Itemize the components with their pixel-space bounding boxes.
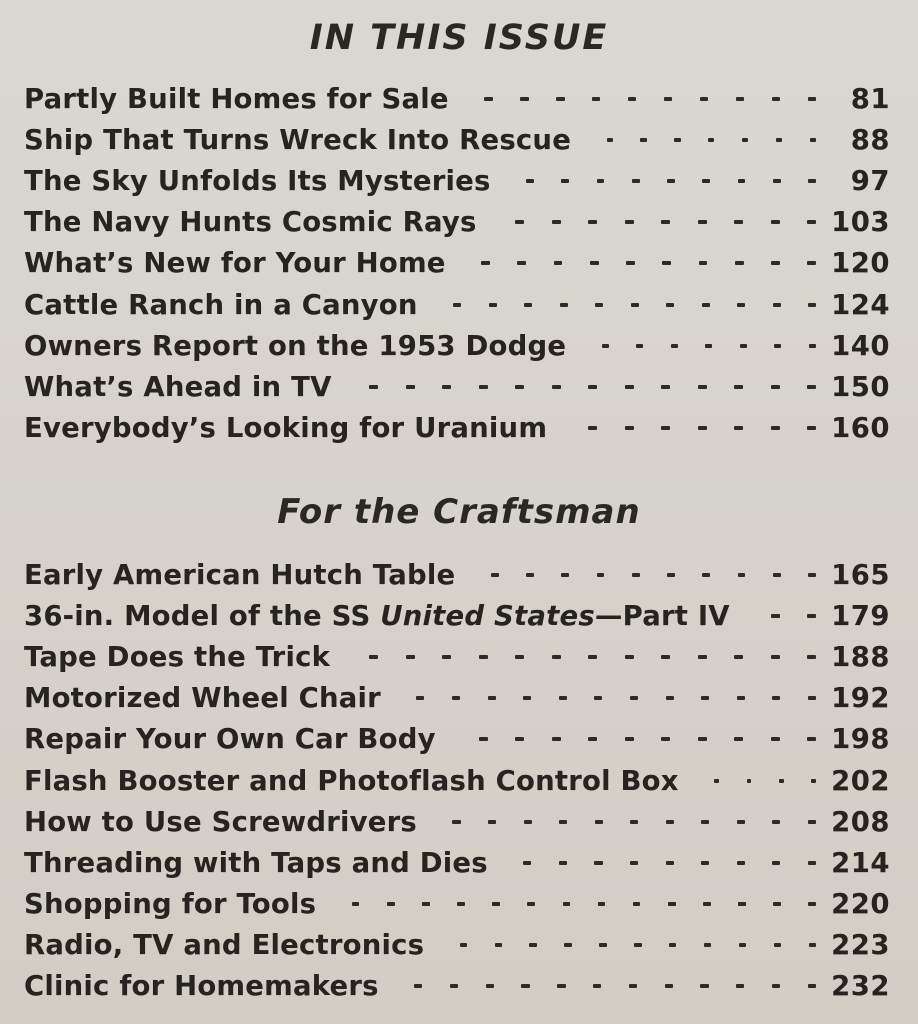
leader-dash [808, 303, 816, 307]
leader-dash [422, 902, 430, 906]
leader-dash [666, 696, 674, 700]
leader-dash [661, 220, 670, 224]
leader-dash [460, 943, 467, 947]
contents-row[interactable] [24, 325, 890, 366]
leader-dash [484, 97, 492, 101]
leader-dash [807, 426, 816, 430]
leader-dash [698, 220, 707, 224]
leader-dash [594, 696, 602, 700]
leader-dash [771, 261, 780, 265]
leader-dash [517, 261, 526, 265]
leader-dash [560, 303, 568, 307]
leader-dash [698, 426, 707, 430]
dot-leader [330, 655, 826, 659]
leader-dash [479, 385, 488, 389]
leader-dash [352, 902, 360, 906]
leader-dash [734, 385, 743, 389]
leader-dash [552, 220, 561, 224]
leader-dash [808, 696, 816, 700]
leader-dash [701, 820, 709, 824]
contents-row[interactable] [24, 408, 890, 449]
leader-dash [668, 902, 676, 906]
dot-leader [491, 179, 826, 183]
leader-dash [807, 614, 816, 618]
leader-dash [703, 902, 711, 906]
page-number: 103 [831, 206, 890, 239]
leader-dash [701, 696, 709, 700]
page-number: 165 [831, 558, 890, 591]
leader-dash [771, 737, 780, 741]
leader-dash [807, 385, 816, 389]
leader-dash [661, 655, 670, 659]
leader-dash [771, 220, 780, 224]
leader-dash [740, 344, 747, 348]
leader-dash [666, 820, 674, 824]
leader-dash [524, 820, 532, 824]
leader-dash [450, 984, 458, 988]
article-title: Early American Hutch Table [24, 558, 456, 591]
leader-dash [772, 984, 780, 988]
article-title: Ship That Turns Wreck Into Rescue [24, 123, 572, 156]
leader-dash [809, 943, 816, 947]
dot-leader [381, 696, 826, 700]
leader-dash [406, 385, 415, 389]
contents-row[interactable] [24, 160, 890, 201]
page-number: 120 [831, 247, 890, 280]
leader-dash [734, 655, 743, 659]
contents-row[interactable] [24, 678, 890, 719]
leader-dash [636, 344, 643, 348]
leader-dash [479, 655, 488, 659]
page-number: 192 [831, 682, 890, 715]
leader-dash [773, 902, 781, 906]
page-number: 124 [831, 288, 890, 321]
leader-dash [406, 655, 415, 659]
dot-leader [571, 138, 826, 142]
leader-dash [661, 385, 670, 389]
dot-leader [566, 344, 826, 348]
leader-dash [559, 820, 567, 824]
page-number: 88 [850, 123, 890, 156]
leader-dash [628, 97, 636, 101]
ship-name: United States [380, 599, 595, 632]
leader-dash [808, 984, 816, 988]
leader-dash [632, 573, 640, 577]
leader-dash [626, 261, 635, 265]
leader-dash [564, 943, 571, 947]
leader-dash [597, 573, 605, 577]
leader-dash [625, 655, 634, 659]
article-title: Repair Your Own Car Body [24, 723, 436, 756]
page-number: 208 [831, 805, 890, 838]
leader-dash [489, 303, 497, 307]
contents-row[interactable] [24, 595, 890, 636]
leader-dash [742, 138, 748, 142]
leader-dash [738, 902, 746, 906]
leader-dash [515, 220, 524, 224]
page-number: 179 [831, 599, 890, 632]
contents-row[interactable] [24, 801, 890, 842]
leader-dash [704, 943, 711, 947]
leader-dash [737, 696, 745, 700]
leader-dash [737, 820, 745, 824]
contents-row[interactable] [24, 966, 890, 1007]
leader-dash [669, 943, 676, 947]
article-title: The Navy Hunts Cosmic Rays [24, 206, 477, 239]
page-number: 198 [831, 723, 890, 756]
leader-dash [811, 779, 816, 783]
leader-dash [523, 696, 531, 700]
dot-leader [488, 861, 826, 865]
leader-dash [563, 902, 571, 906]
leader-dash [593, 984, 601, 988]
article-title: Cattle Ranch in a Canyon [24, 288, 418, 321]
leader-dash [557, 984, 565, 988]
article-title: What’s Ahead in TV [24, 370, 332, 403]
leader-dash [552, 655, 561, 659]
leader-dash [632, 179, 640, 183]
contents-row[interactable] [24, 925, 890, 966]
leader-dash [702, 179, 710, 183]
leader-dash [554, 261, 563, 265]
dot-leader [477, 220, 826, 224]
leader-dash [662, 261, 671, 265]
leader-dash [598, 902, 606, 906]
page-number: 202 [831, 764, 890, 797]
leader-dash [714, 779, 719, 783]
leader-dash [495, 943, 502, 947]
leader-dash [387, 902, 395, 906]
leader-dash [633, 902, 641, 906]
dot-leader [436, 737, 826, 741]
leader-dash [607, 138, 613, 142]
contents-row[interactable] [24, 78, 890, 119]
leader-dash [416, 696, 424, 700]
leader-dash [771, 655, 780, 659]
leader-dash [808, 820, 816, 824]
leader-dash [588, 426, 597, 430]
leader-dash [552, 385, 561, 389]
leader-dash [369, 385, 378, 389]
leader-dash [776, 138, 782, 142]
leader-dash [666, 861, 674, 865]
page-number: 97 [850, 164, 890, 197]
leader-dash [559, 696, 567, 700]
contents-row[interactable] [24, 202, 890, 243]
dot-leader [424, 943, 826, 947]
leader-dash [515, 385, 524, 389]
leader-dash [702, 303, 710, 307]
leader-dash [738, 179, 746, 183]
article-title: Motorized Wheel Chair [24, 682, 381, 715]
leader-dash [486, 984, 494, 988]
leader-dash [808, 902, 816, 906]
page-number: 220 [831, 888, 890, 921]
leader-dash [699, 261, 708, 265]
leader-dash [698, 655, 707, 659]
leader-dash [625, 385, 634, 389]
page-number: 81 [850, 82, 890, 115]
craftsman-heading: For the Craftsman [277, 492, 641, 532]
contents-row[interactable] [24, 243, 890, 284]
leader-dash [772, 696, 780, 700]
leader-dash [452, 820, 460, 824]
leader-dash [590, 261, 599, 265]
leader-dash [665, 984, 673, 988]
leader-dash [631, 303, 639, 307]
leader-dash [807, 220, 816, 224]
leader-dash [736, 97, 744, 101]
leader-dash [773, 573, 781, 577]
page-number: 223 [831, 929, 890, 962]
leader-dash [807, 737, 816, 741]
leader-dash [597, 179, 605, 183]
leader-dash [625, 426, 634, 430]
leader-dash [592, 97, 600, 101]
leader-dash [452, 696, 460, 700]
contents-row[interactable] [24, 719, 890, 760]
leader-dash [561, 573, 569, 577]
leader-dash [734, 737, 743, 741]
leader-dash [524, 303, 532, 307]
leader-dash [674, 138, 680, 142]
leader-dash [630, 861, 638, 865]
dot-leader [379, 984, 826, 988]
leader-dash [588, 220, 597, 224]
leader-dash [561, 179, 569, 183]
craftsman-contents-list [24, 554, 890, 1007]
leader-dash [629, 984, 637, 988]
contents-row[interactable] [24, 284, 890, 325]
leader-dash [595, 820, 603, 824]
dot-leader [332, 385, 826, 389]
page-number: 232 [831, 970, 890, 1003]
leader-dash [492, 902, 500, 906]
leader-dash [442, 655, 451, 659]
leader-dash [772, 97, 780, 101]
leader-dash [735, 261, 744, 265]
leader-dash [414, 984, 422, 988]
leader-dash [779, 779, 784, 783]
contents-row[interactable] [24, 119, 890, 160]
contents-row[interactable] [24, 636, 890, 677]
leader-dash [737, 303, 745, 307]
dot-leader [449, 97, 826, 101]
leader-dash [808, 97, 816, 101]
article-title: How to Use Screwdrivers [24, 805, 417, 838]
page-number: 214 [831, 846, 890, 879]
leader-dash [491, 573, 499, 577]
leader-dash [772, 820, 780, 824]
leader-dash [625, 737, 634, 741]
leader-dash [523, 861, 531, 865]
page-number: 140 [831, 329, 890, 362]
leader-dash [771, 614, 780, 618]
leader-dash [661, 737, 670, 741]
article-title: Threading with Taps and Dies [24, 846, 488, 879]
leader-dash [734, 220, 743, 224]
leader-dash [736, 984, 744, 988]
contents-row[interactable] [24, 884, 890, 925]
leader-dash [529, 943, 536, 947]
leader-dash [708, 138, 714, 142]
contents-row[interactable] [24, 366, 890, 407]
dot-leader [455, 573, 826, 577]
article-title: Shopping for Tools [24, 888, 317, 921]
leader-dash [442, 385, 451, 389]
leader-dash [526, 179, 534, 183]
leader-dash [588, 737, 597, 741]
leader-dash [661, 426, 670, 430]
leader-dash [481, 261, 490, 265]
leader-dash [702, 573, 710, 577]
leader-dash [747, 779, 752, 783]
leader-dash [521, 984, 529, 988]
leader-dash [453, 303, 461, 307]
leader-dash [457, 902, 465, 906]
leader-dash [808, 861, 816, 865]
article-title: Partly Built Homes for Sale [24, 82, 449, 115]
leader-dash [774, 943, 781, 947]
leader-dash [527, 902, 535, 906]
leader-dash [667, 573, 675, 577]
leader-dash [630, 696, 638, 700]
article-title: Tape Does the Trick [24, 640, 331, 673]
dot-leader [730, 614, 826, 618]
issue-contents-list [24, 78, 890, 449]
leader-dash [698, 385, 707, 389]
article-title: Flash Booster and Photoflash Control Box [24, 764, 679, 797]
leader-dash [807, 655, 816, 659]
dot-leader [316, 902, 826, 906]
leader-dash [588, 385, 597, 389]
leader-dash [625, 220, 634, 224]
leader-dash [671, 344, 678, 348]
issue-heading: IN THIS ISSUE [309, 18, 609, 58]
leader-dash [771, 385, 780, 389]
leader-dash [559, 861, 567, 865]
dot-leader [417, 820, 826, 824]
article-title [24, 600, 730, 632]
page-number: 160 [831, 412, 890, 445]
leader-dash [664, 97, 672, 101]
leader-dash [602, 344, 609, 348]
leader-dash [700, 97, 708, 101]
dot-leader [679, 779, 826, 783]
leader-dash [700, 984, 708, 988]
leader-dash [810, 138, 816, 142]
leader-dash [479, 737, 488, 741]
leader-dash [552, 737, 561, 741]
contents-row[interactable] [24, 554, 890, 595]
leader-dash [808, 573, 816, 577]
leader-dash [488, 820, 496, 824]
dot-leader [547, 426, 826, 430]
leader-dash [773, 179, 781, 183]
dot-leader [418, 303, 826, 307]
article-title: The Sky Unfolds Its Mysteries [24, 164, 491, 197]
title-part: 36-in. Model of the SS [24, 599, 381, 632]
dot-leader [446, 261, 826, 265]
leader-dash [698, 737, 707, 741]
leader-dash [701, 861, 709, 865]
leader-dash [667, 179, 675, 183]
leader-dash [666, 303, 674, 307]
contents-row[interactable] [24, 842, 890, 883]
page-number: 188 [831, 640, 890, 673]
leader-dash [588, 655, 597, 659]
leader-dash [772, 861, 780, 865]
article-title: Clinic for Homemakers [24, 970, 379, 1003]
article-title: What’s New for Your Home [24, 247, 446, 280]
leader-dash [737, 861, 745, 865]
leader-dash [595, 303, 603, 307]
leader-dash [640, 138, 646, 142]
contents-row[interactable] [24, 760, 890, 801]
title-part: —Part IV [594, 599, 730, 632]
page-number: 150 [831, 370, 890, 403]
leader-dash [515, 655, 524, 659]
leader-dash [630, 820, 638, 824]
leader-dash [809, 344, 816, 348]
article-title: Radio, TV and Electronics [24, 929, 425, 962]
leader-dash [594, 861, 602, 865]
leader-dash [556, 97, 564, 101]
article-title: Everybody’s Looking for Uranium [24, 412, 548, 445]
leader-dash [488, 696, 496, 700]
article-title: Owners Report on the 1953 Dodge [24, 329, 567, 362]
leader-dash [369, 655, 378, 659]
leader-dash [599, 943, 606, 947]
leader-dash [774, 344, 781, 348]
leader-dash [771, 426, 780, 430]
leader-dash [738, 573, 746, 577]
leader-dash [520, 97, 528, 101]
leader-dash [515, 737, 524, 741]
leader-dash [526, 573, 534, 577]
leader-dash [773, 303, 781, 307]
leader-dash [739, 943, 746, 947]
leader-dash [634, 943, 641, 947]
leader-dash [808, 179, 816, 183]
leader-dash [705, 344, 712, 348]
leader-dash [807, 261, 816, 265]
leader-dash [734, 426, 743, 430]
